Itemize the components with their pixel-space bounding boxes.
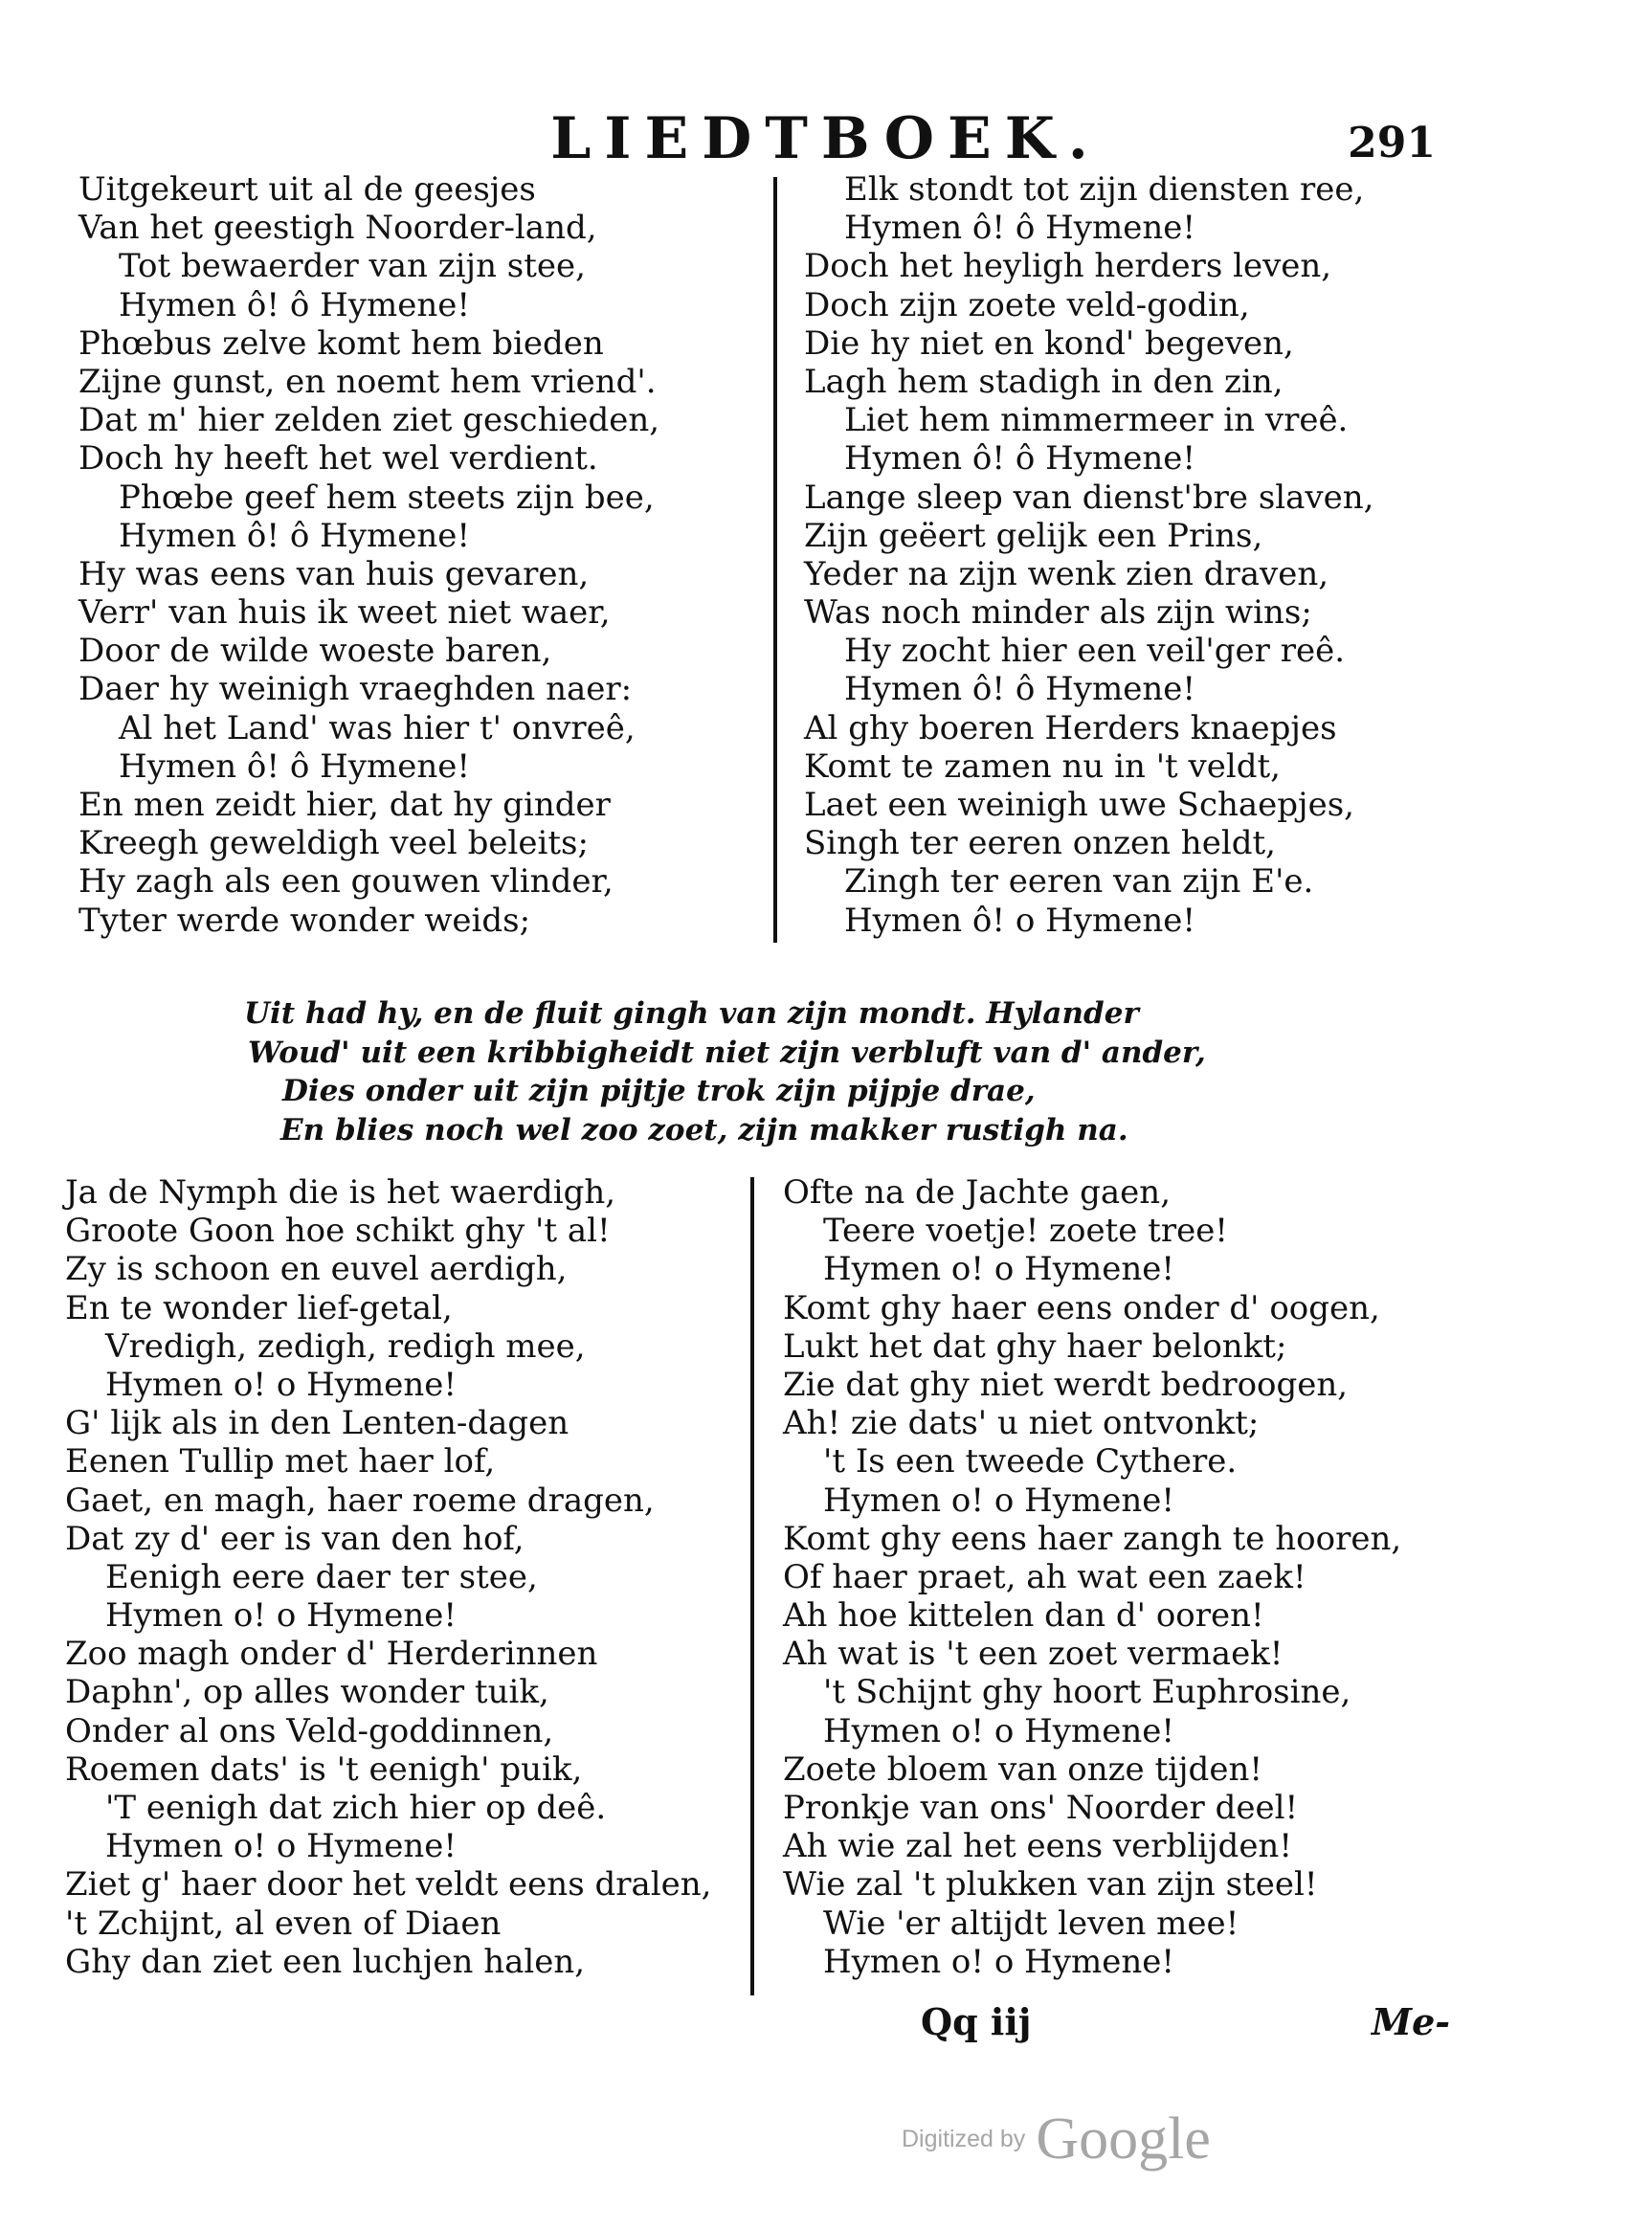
verse-line: Hymen ô! ô Hymene!: [844, 670, 1196, 709]
verse-line: Al ghy boeren Herders knaepjes: [804, 708, 1337, 747]
verse-line: Lange sleep van dienst'bre slaven,: [804, 478, 1374, 517]
verse-line: Hymen o! o Hymene!: [823, 1711, 1175, 1750]
interlude-line: Woud' uit een kribbigheidt niet zijn verbluft van d' ander,: [248, 1035, 1206, 1070]
column-divider-bottom: [750, 1177, 754, 1995]
verse-line: Komt te zamen nu in 't veldt,: [804, 746, 1281, 786]
verse-line: Wie 'er altijdt leven mee!: [823, 1904, 1239, 1943]
interlude-line: En blies noch wel zoo zoet, zijn makker rustigh na.: [280, 1112, 1128, 1147]
verse-line: Eenen Tullip met haer lof,: [65, 1442, 496, 1482]
verse-line: Dat m' hier zelden ziet geschieden,: [78, 401, 660, 440]
verse-line: Ghy dan ziet een luchjen halen,: [65, 1942, 586, 1981]
verse-line: En men zeidt hier, dat hy ginder: [78, 786, 611, 824]
verse-line: Hy was eens van huis gevaren,: [78, 554, 590, 593]
verse-line: Phœbus zelve komt hem bieden: [78, 323, 604, 363]
verse-line: Van het geestigh Noorder-land,: [78, 209, 597, 248]
verse-line: Elk stondt tot zijn diensten ree,: [844, 170, 1365, 209]
verse-line: Vredigh, zedigh, redigh mee,: [105, 1326, 586, 1366]
page-number: 291: [1348, 119, 1436, 167]
verse-line: Daer hy weinigh vraeghden naer:: [78, 670, 633, 709]
interlude-stanza: [244, 994, 1206, 1149]
interlude-line: Uit had hy, en de fluit gingh van zijn mondt. Hylander: [244, 996, 1139, 1031]
verse-line: Was noch minder als zijn wins;: [804, 593, 1312, 633]
verse-line: Hy zocht hier een veil'ger reê.: [844, 632, 1346, 671]
verse-line: Die hy niet en kond' begeven,: [804, 323, 1294, 363]
verse-line: Komt ghy eens haer zangh te hooren,: [783, 1519, 1402, 1558]
verse-line: Hymen o! o Hymene!: [823, 1481, 1175, 1520]
verse-line: Hymen o! o Hymene!: [105, 1365, 458, 1404]
verse-line: 't Is een tweede Cythere.: [823, 1442, 1238, 1482]
verse-line: Verr' van huis ik weet niet waer,: [78, 593, 611, 633]
verse-line: Phœbe geef hem steets zijn bee,: [119, 478, 655, 517]
verse-line: Onder al ons Veld-goddinnen,: [65, 1711, 554, 1750]
verse-line: Hymen ô! ô Hymene!: [119, 285, 471, 324]
left-column-bottom: [65, 1173, 711, 1981]
verse-line: Hymen o! o Hymene!: [105, 1827, 458, 1866]
verse-line: Gaet, en magh, haer roeme dragen,: [65, 1481, 655, 1520]
catchword: Me-: [1372, 2000, 1451, 2043]
verse-line: Hymen ô! ô Hymene!: [844, 439, 1196, 479]
verse-line: Pronkje van ons' Noorder deel!: [783, 1789, 1299, 1827]
verse-line: Hy zagh als een gouwen vlinder,: [78, 862, 614, 902]
verse-line: Zie dat ghy niet werdt bedroogen,: [783, 1365, 1349, 1404]
verse-line: Hymen o! o Hymene!: [823, 1250, 1175, 1289]
verse-line: G' lijk als in den Lenten-dagen: [65, 1404, 569, 1443]
verse-line: Laet een weinigh uwe Schaepjes,: [804, 786, 1354, 824]
verse-line: Of haer praet, ah wat een zaek!: [783, 1557, 1306, 1596]
verse-line: Eenigh eere daer ter stee,: [105, 1557, 538, 1596]
verse-line: Hymen ô! ô Hymene!: [119, 746, 471, 786]
verse-line: Wie zal 't plukken van zijn steel!: [783, 1865, 1318, 1905]
verse-line: Zijn geëert gelijk een Prins,: [804, 516, 1263, 555]
verse-line: Singh ter eeren onzen heldt,: [804, 824, 1276, 863]
verse-line: Ofte na de Jachte gaen,: [783, 1173, 1172, 1212]
verse-line: Zingh ter eeren van zijn E'e.: [844, 862, 1314, 902]
running-title: LIEDTBOEK.: [550, 105, 1102, 172]
verse-line: Tyter werde wonder weids;: [78, 901, 531, 940]
verse-line: Zoete bloem van onze tijden!: [783, 1749, 1263, 1789]
verse-line: Kreegh geweldigh veel beleits;: [78, 824, 589, 863]
verse-line: Doch hy heeft het wel verdient.: [78, 439, 598, 479]
verse-line: Roemen dats' is 't eenigh' puik,: [65, 1749, 583, 1789]
verse-line: Hymen o! o Hymene!: [823, 1942, 1175, 1981]
verse-line: Teere voetje! zoete tree!: [823, 1212, 1228, 1251]
verse-line: Hymen ô! o Hymene!: [844, 901, 1196, 940]
verse-line: Hymen ô! ô Hymene!: [119, 516, 471, 555]
interlude-line: Dies onder uit zijn pijtje trok zijn pijpje drae,: [282, 1074, 1036, 1108]
verse-line: Ziet g' haer door het veldt eens dralen,: [65, 1865, 712, 1905]
verse-line: Zijne gunst, en noemt hem vriend'.: [78, 362, 657, 401]
verse-line: Dat zy d' eer is van den hof,: [65, 1519, 525, 1558]
verse-line: Ja de Nymph die is het waerdigh,: [65, 1173, 616, 1212]
verse-line: Lukt het dat ghy haer belonkt;: [783, 1326, 1287, 1366]
verse-line: Uitgekeurt uit al de geesjes: [78, 170, 536, 209]
verse-line: Zy is schoon en euvel aerdigh,: [65, 1250, 568, 1289]
verse-line: Hymen o! o Hymene!: [105, 1596, 458, 1636]
verse-line: Ah hoe kittelen dan d' ooren!: [783, 1596, 1264, 1636]
verse-line: 'T eenigh dat zich hier op deê.: [105, 1789, 607, 1827]
verse-line: Ah wie zal het eens verblijden!: [783, 1827, 1292, 1866]
verse-line: Al het Land' was hier t' onvreê,: [119, 708, 636, 747]
verse-line: Lagh hem stadigh in den zin,: [804, 362, 1284, 401]
verse-line: Groote Goon hoe schikt ghy 't al!: [65, 1212, 611, 1251]
digitization-watermark: [902, 2105, 1211, 2173]
signature-mark: Qq iij: [921, 2000, 1032, 2043]
page-header: [0, 105, 1652, 172]
verse-line: Door de wilde woeste baren,: [78, 632, 552, 671]
verse-line: Liet hem nimmermeer in vreê.: [844, 401, 1349, 440]
verse-line: 't Schijnt ghy hoort Euphrosine,: [823, 1673, 1351, 1712]
verse-line: Doch het heyligh herders leven,: [804, 247, 1332, 286]
verse-line: Tot bewaerder van zijn stee,: [119, 247, 586, 286]
watermark-prefix: Digitized by: [902, 2126, 1026, 2152]
verse-line: Ah wat is 't een zoet vermaek!: [783, 1635, 1284, 1674]
verse-line: Zoo magh onder d' Herderinnen: [65, 1635, 598, 1674]
right-column-bottom: [783, 1173, 1401, 1981]
left-column-top: [78, 170, 659, 940]
verse-line: 't Zchijnt, al even of Diaen: [65, 1904, 502, 1943]
verse-line: Doch zijn zoete veld-godin,: [804, 285, 1250, 324]
column-divider-top: [773, 177, 777, 943]
watermark-logo: Google: [1036, 2106, 1211, 2172]
right-column-top: [804, 170, 1373, 940]
verse-line: Komt ghy haer eens onder d' oogen,: [783, 1288, 1380, 1327]
verse-line: Ah! zie dats' u niet ontvonkt;: [783, 1404, 1260, 1443]
verse-line: Yeder na zijn wenk zien draven,: [804, 554, 1329, 593]
verse-line: En te wonder lief-getal,: [65, 1288, 453, 1327]
verse-line: Daphn', op alles wonder tuik,: [65, 1673, 549, 1712]
verse-line: Hymen ô! ô Hymene!: [844, 209, 1196, 248]
